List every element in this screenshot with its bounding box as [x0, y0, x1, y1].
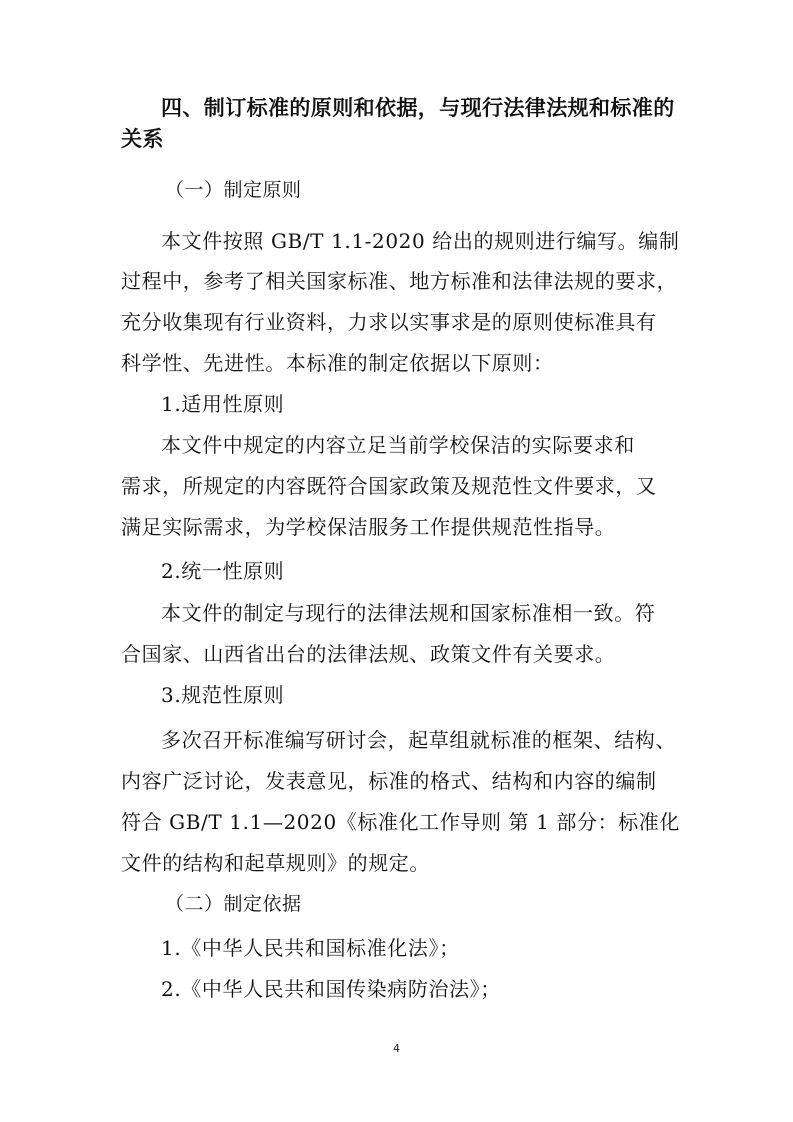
- intro-line-3: 充分收集现有行业资料，力求以实事求是的原则使标准具有: [121, 310, 657, 334]
- principle-3-line-3: 符合 GB/T 1.1—2020《标准化工作导则 第 1 部分：标准化: [121, 810, 680, 834]
- section-heading-line-1: 四、制订标准的原则和依据，与现行法律法规和标准的: [161, 96, 675, 120]
- intro-line-4: 科学性、先进性。本标准的制定依据以下原则：: [121, 351, 554, 375]
- principle-1-line-1: 本文件中规定的内容立足当前学校保洁的实际要求和: [161, 433, 635, 457]
- subsection-title-basis: （二）制定依据: [165, 893, 302, 915]
- principle-3-line-1: 多次召开标准编写研讨会，起草组就标准的框架、结构、: [161, 728, 676, 752]
- principle-1-line-2: 需求，所规定的内容既符合国家政策及规范性文件要求，又: [121, 474, 657, 498]
- principle-2-line-2: 合国家、山西省出台的法律法规、政策文件有关要求。: [121, 642, 616, 666]
- subsection-title-principles: （一）制定原则: [165, 179, 302, 201]
- principle-1-line-3: 满足实际需求，为学校保洁服务工作提供规范性指导。: [121, 515, 616, 539]
- principle-3-line-4: 文件的结构和起草规则》的规定。: [121, 851, 430, 875]
- intro-line-2: 过程中，参考了相关国家标准、地方标准和法律法规的要求，: [121, 269, 678, 293]
- principle-title-applicability: 1.适用性原则: [161, 392, 285, 416]
- principle-2-line-1: 本文件的制定与现行的法律法规和国家标准相一致。符: [161, 601, 656, 625]
- principle-title-normativity: 3.规范性原则: [161, 683, 285, 707]
- principle-3-line-2: 内容广泛讨论，发表意见，标准的格式、结构和内容的编制: [121, 769, 657, 793]
- basis-item-2: 2.《中华人民共和国传染病防治法》；: [161, 977, 501, 1001]
- section-heading-line-2: 关系: [121, 127, 164, 151]
- intro-line-1: 本文件按照 GB/T 1.1-2020 给出的规则进行编写。编制: [161, 229, 680, 253]
- page-number: 4: [393, 1042, 400, 1055]
- basis-item-1: 1.《中华人民共和国标准化法》；: [161, 936, 460, 960]
- principle-title-uniformity: 2.统一性原则: [161, 559, 285, 583]
